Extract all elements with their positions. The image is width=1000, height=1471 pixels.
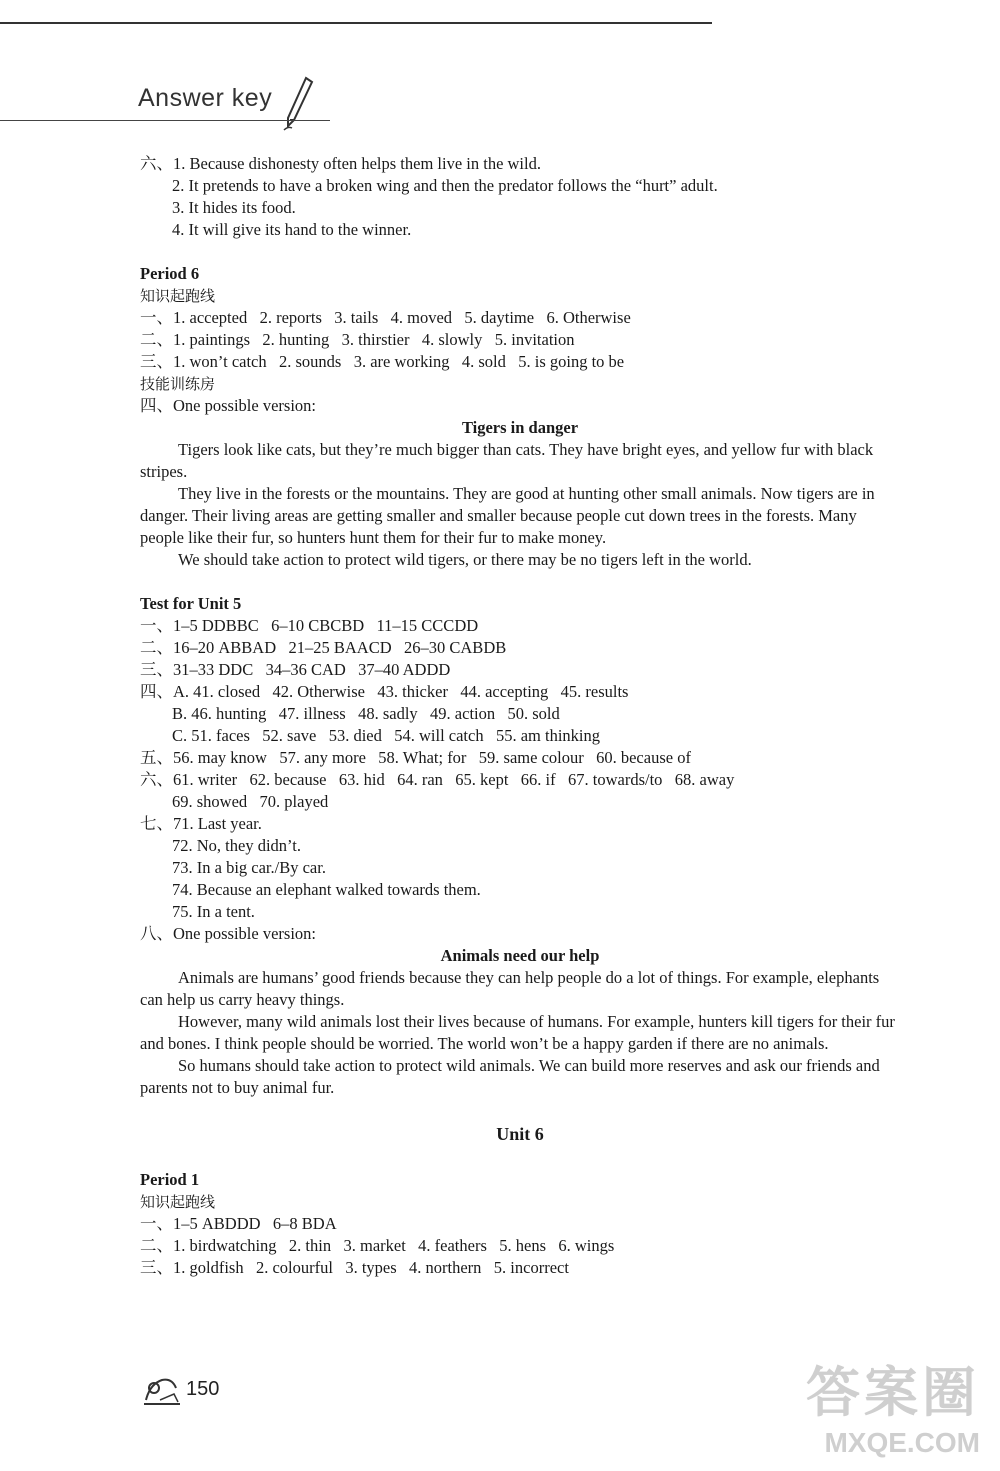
q6-line-2: 2. It pretends to have a broken wing and then the predator follows the “hurt” adult.	[172, 176, 718, 195]
period6-title: Period 6	[140, 264, 200, 283]
reading-figure-icon	[140, 1370, 184, 1408]
period6-skills-heading: 技能训练房	[140, 375, 216, 393]
header-title: Answer key	[138, 84, 273, 112]
test-q6a: 六、61. writer 62. because 63. hid 64. ran 65. kept 66. if 67. towards/to 68. away	[140, 770, 735, 789]
essay-title-animals: Animals need our help	[440, 946, 600, 965]
test-q6b: 69. showed 70. played	[172, 792, 329, 811]
period6-q4-intro: 四、One possible version:	[140, 396, 316, 415]
watermark-cn: 答案圈	[806, 1361, 980, 1424]
essay-animals-paragraph: However, many wild animals lost their lives because of humans. For example, hunters kill tigers for their fur and bones. I think people should be worried. The world won’t be a happy garden if there are no animals.	[140, 1012, 895, 1053]
essay-animals-paragraph: Animals are humans’ good friends because they can help people do a lot of things. For example, elephants can help us carry heavy things.	[140, 968, 880, 1009]
unit6-q3: 三、1. goldfish 2. colourful 3. types 4. northern 5. incorrect	[140, 1258, 569, 1277]
unit6-title: Unit 6	[496, 1124, 544, 1144]
header-rule	[0, 120, 330, 121]
watermark	[806, 1350, 980, 1459]
test-q3: 三、31–33 DDC 34–36 CAD 37–40 ADDD	[140, 660, 451, 679]
essay-tigers-paragraph: We should take action to protect wild tigers, or there may be no tigers left in the world.	[178, 550, 752, 569]
test-q7-line: 七、71. Last year.	[140, 814, 262, 833]
test-q8-intro: 八、One possible version:	[140, 924, 316, 943]
period6-knowledge-heading: 知识起跑线	[140, 287, 216, 305]
watermark-latin: MXQE.COM	[824, 1427, 980, 1458]
q6-line-1: 六、1. Because dishonesty often helps them live in the wild.	[140, 154, 541, 173]
test-q5: 五、56. may know 57. any more 58. What; for 59. same colour 60. because of	[140, 748, 691, 767]
essay-tigers-paragraph: Tigers look like cats, but they’re much bigger than cats. They have bright eyes, and yellow fur with black stripes.	[140, 440, 874, 481]
test-q7-line: 74. Because an elephant walked towards them.	[172, 880, 481, 899]
q6-line-3: 3. It hides its food.	[172, 198, 296, 217]
unit6-knowledge-heading: 知识起跑线	[140, 1193, 216, 1211]
test-q4c: C. 51. faces 52. save 53. died 54. will catch 55. am thinking	[172, 726, 601, 745]
test-q4b: B. 46. hunting 47. illness 48. sadly 49. action 50. sold	[172, 704, 560, 723]
test-unit5-title: Test for Unit 5	[140, 594, 242, 613]
unit6-period-title: Period 1	[140, 1170, 200, 1189]
answer-content	[140, 153, 900, 1279]
q6-line-4: 4. It will give its hand to the winner.	[172, 220, 412, 239]
unit6-q1: 一、1–5 ABDDD 6–8 BDA	[140, 1214, 337, 1233]
period6-q2: 二、1. paintings 2. hunting 3. thirstier 4. slowly 5. invitation	[140, 330, 575, 349]
unit6-q2: 二、1. birdwatching 2. thin 3. market 4. feathers 5. hens 6. wings	[140, 1236, 615, 1255]
essay-title-tigers: Tigers in danger	[461, 418, 579, 437]
period6-q1: 一、1. accepted 2. reports 3. tails 4. moved 5. daytime 6. Otherwise	[140, 308, 631, 327]
page-number: 150	[186, 1378, 220, 1400]
essay-animals-paragraph: So humans should take action to protect wild animals. We can build more reserves and ask our friends and parents not to buy animal fur.	[140, 1056, 880, 1097]
essay-tigers-paragraph: They live in the forests or the mountains. They are good at hunting other small animals. Now tigers are in danger. Their living areas are getting smaller and smaller because people cut down trees in the forests. Many people like their fur, so hunters hunt them for their fur to make money.	[140, 484, 875, 547]
test-q7-line: 72. No, they didn’t.	[172, 836, 301, 855]
test-q2: 二、16–20 ABBAD 21–25 BAACD 26–30 CABDB	[140, 638, 507, 657]
test-q7-line: 75. In a tent.	[172, 902, 255, 921]
test-q1: 一、1–5 DDBBC 6–10 CBCBD 11–15 CCCDD	[140, 616, 479, 635]
top-rule	[0, 22, 712, 24]
test-q4a: 四、A. 41. closed 42. Otherwise 43. thicker 44. accepting 45. results	[140, 682, 629, 701]
test-q7-line: 73. In a big car./By car.	[172, 858, 326, 877]
pen-icon	[280, 76, 316, 132]
period6-q3: 三、1. won’t catch 2. sounds 3. are working 4. sold 5. is going to be	[140, 352, 625, 371]
